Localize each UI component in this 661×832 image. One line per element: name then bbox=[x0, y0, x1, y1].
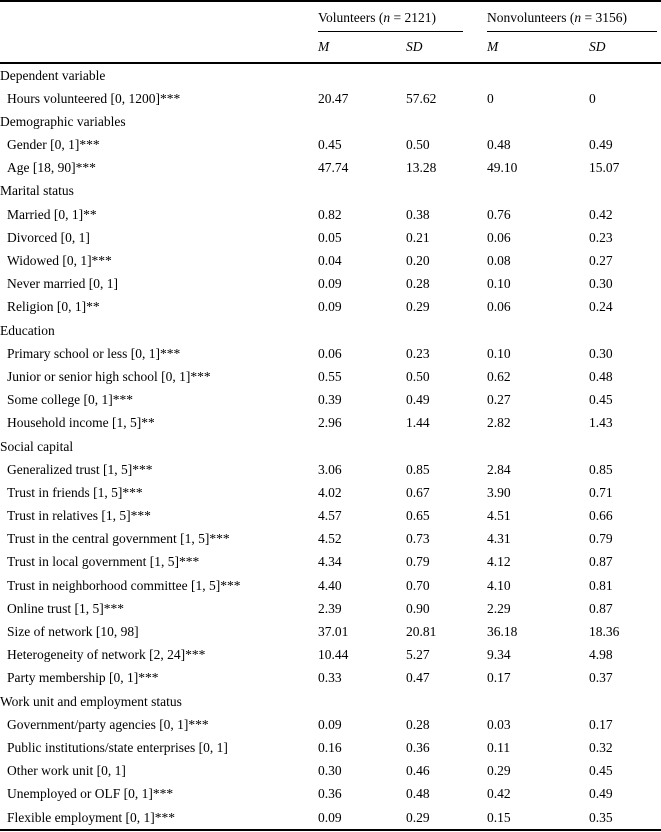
cell-nonvolunteers-m: 0.15 bbox=[487, 809, 511, 825]
cell-volunteers-m: 4.52 bbox=[318, 531, 342, 547]
cell-volunteers-sd: 0.70 bbox=[406, 577, 430, 593]
cell-nonvolunteers-m: 0.29 bbox=[487, 763, 511, 779]
row-label: Household income [1, 5]** bbox=[7, 415, 155, 431]
cell-nonvolunteers-m: 2.29 bbox=[487, 600, 511, 616]
row-label: Never married [0, 1] bbox=[7, 276, 118, 292]
cell-nonvolunteers-sd: 0.66 bbox=[589, 508, 613, 524]
col-header-nonvolunteers-sd: SD bbox=[589, 39, 606, 54]
cell-volunteers-sd: 0.29 bbox=[406, 809, 430, 825]
cell-volunteers-sd: 0.79 bbox=[406, 554, 430, 570]
cell-volunteers-sd: 0.29 bbox=[406, 299, 430, 315]
cell-nonvolunteers-sd: 0.23 bbox=[589, 229, 613, 245]
group-nonvolunteers-label bbox=[487, 10, 657, 32]
row-label: Demographic variables bbox=[0, 113, 126, 129]
cell-volunteers-sd: 1.44 bbox=[406, 415, 430, 431]
row-label: Heterogeneity of network [2, 24]*** bbox=[7, 647, 206, 663]
cell-nonvolunteers-sd: 0.71 bbox=[589, 484, 613, 500]
section-row bbox=[0, 64, 661, 87]
cell-volunteers-sd bbox=[398, 319, 483, 342]
cell-nonvolunteers-sd: 0.24 bbox=[589, 299, 613, 315]
row-label: Trust in friends [1, 5]*** bbox=[7, 484, 143, 500]
section-row bbox=[0, 435, 661, 458]
cell-volunteers-m bbox=[314, 64, 398, 87]
col-header-volunteers-m: M bbox=[318, 39, 330, 54]
cell-nonvolunteers-sd: 0.30 bbox=[589, 345, 613, 361]
cell-nonvolunteers-m: 4.51 bbox=[487, 508, 511, 524]
group-label-text: Volunteers ( bbox=[318, 10, 384, 25]
cell-volunteers-sd: 0.73 bbox=[406, 531, 430, 547]
cell-volunteers-m: 10.44 bbox=[318, 647, 349, 663]
cell-volunteers-sd: 0.65 bbox=[406, 508, 430, 524]
cell-nonvolunteers-sd: 0.87 bbox=[589, 554, 613, 570]
data-row bbox=[0, 759, 661, 782]
data-row bbox=[0, 620, 661, 643]
cell-volunteers-m: 0.45 bbox=[318, 137, 342, 153]
row-label: Social capital bbox=[0, 438, 74, 454]
group-header-row bbox=[0, 2, 661, 32]
section-row bbox=[0, 690, 661, 713]
cell-nonvolunteers-m: 0.48 bbox=[487, 137, 511, 153]
cell-volunteers-m: 0.33 bbox=[318, 670, 342, 686]
cell-nonvolunteers-sd: 15.07 bbox=[589, 160, 620, 176]
cell-volunteers-sd: 0.20 bbox=[406, 253, 430, 268]
row-label: Trust in the central government [1, 5]*** bbox=[7, 531, 230, 547]
cell-volunteers-m: 4.02 bbox=[318, 484, 342, 500]
group-volunteers bbox=[314, 10, 483, 32]
cell-nonvolunteers-m: 36.18 bbox=[487, 624, 518, 639]
row-label: Education bbox=[0, 322, 55, 338]
cell-volunteers-m: 0.55 bbox=[318, 368, 342, 384]
cell-nonvolunteers-sd: 0.45 bbox=[589, 392, 613, 408]
data-row bbox=[0, 574, 661, 597]
column-header-row bbox=[0, 32, 661, 62]
cell-volunteers-sd: 0.48 bbox=[406, 786, 430, 802]
cell-volunteers-sd: 0.50 bbox=[406, 368, 430, 384]
data-row bbox=[0, 249, 661, 272]
cell-nonvolunteers-m bbox=[483, 179, 582, 202]
data-row bbox=[0, 481, 661, 504]
row-label: Married [0, 1]** bbox=[7, 206, 97, 222]
data-row bbox=[0, 666, 661, 689]
row-label: Junior or senior high school [0, 1]*** bbox=[7, 368, 211, 384]
cell-volunteers-sd bbox=[398, 110, 483, 133]
cell-nonvolunteers-m: 4.31 bbox=[487, 531, 511, 547]
cell-volunteers-m: 0.82 bbox=[318, 206, 342, 222]
cell-volunteers-m bbox=[314, 319, 398, 342]
cell-volunteers-m: 0.30 bbox=[318, 763, 342, 779]
row-label: Age [18, 90]*** bbox=[7, 160, 96, 176]
row-label: Trust in local government [1, 5]*** bbox=[7, 554, 200, 570]
cell-volunteers-sd: 0.50 bbox=[406, 137, 430, 153]
cell-volunteers-m: 0.09 bbox=[318, 276, 342, 292]
row-label: Unemployed or OLF [0, 1]*** bbox=[7, 786, 174, 802]
cell-volunteers-m: 20.47 bbox=[318, 90, 349, 106]
bottom-rule bbox=[0, 829, 661, 831]
cell-volunteers-sd: 0.38 bbox=[406, 206, 430, 222]
cell-volunteers-sd: 0.47 bbox=[406, 670, 430, 686]
cell-nonvolunteers-m: 0 bbox=[487, 90, 494, 106]
cell-nonvolunteers-m: 0.03 bbox=[487, 716, 511, 732]
cell-nonvolunteers-m: 49.10 bbox=[487, 160, 518, 176]
cell-nonvolunteers-m: 0.06 bbox=[487, 229, 511, 245]
data-row bbox=[0, 736, 661, 759]
group-nonvolunteers bbox=[483, 10, 661, 32]
table-body bbox=[0, 64, 661, 829]
cell-volunteers-m: 37.01 bbox=[318, 624, 349, 639]
section-row bbox=[0, 319, 661, 342]
cell-nonvolunteers-sd bbox=[582, 179, 661, 202]
row-label: Widowed [0, 1]*** bbox=[7, 253, 112, 268]
n-symbol: n bbox=[383, 10, 391, 25]
group-label-text: = 3156) bbox=[581, 10, 627, 25]
cell-volunteers-m: 0.09 bbox=[318, 809, 342, 825]
col-header-volunteers-sd: SD bbox=[406, 39, 423, 54]
row-label: Divorced [0, 1] bbox=[7, 229, 90, 245]
cell-nonvolunteers-sd bbox=[582, 690, 661, 713]
cell-volunteers-m: 0.04 bbox=[318, 253, 342, 268]
row-label: Government/party agencies [0, 1]*** bbox=[7, 716, 209, 732]
cell-volunteers-m: 0.16 bbox=[318, 739, 342, 755]
cell-volunteers-m: 4.57 bbox=[318, 508, 342, 524]
cell-nonvolunteers-sd: 0.79 bbox=[589, 531, 613, 547]
cell-nonvolunteers-sd: 0.30 bbox=[589, 276, 613, 292]
cell-volunteers-sd bbox=[398, 64, 483, 87]
group-label-text: = 2121) bbox=[390, 10, 436, 25]
cell-volunteers-sd: 0.23 bbox=[406, 345, 430, 361]
data-row bbox=[0, 806, 661, 829]
cell-nonvolunteers-m: 0.11 bbox=[487, 739, 511, 755]
cell-nonvolunteers-m: 0.27 bbox=[487, 392, 511, 408]
cell-nonvolunteers-m bbox=[483, 690, 582, 713]
cell-volunteers-m bbox=[314, 690, 398, 713]
data-row bbox=[0, 504, 661, 527]
cell-nonvolunteers-m: 0.17 bbox=[487, 670, 511, 686]
cell-nonvolunteers-m: 2.82 bbox=[487, 415, 511, 431]
data-row bbox=[0, 550, 661, 573]
cell-nonvolunteers-sd: 0.48 bbox=[589, 368, 613, 384]
row-label: Religion [0, 1]** bbox=[7, 299, 100, 315]
data-row bbox=[0, 133, 661, 156]
cell-nonvolunteers-sd bbox=[582, 110, 661, 133]
cell-volunteers-sd bbox=[398, 435, 483, 458]
cell-nonvolunteers-sd: 0.37 bbox=[589, 670, 613, 686]
cell-volunteers-m: 0.06 bbox=[318, 345, 342, 361]
cell-nonvolunteers-sd: 0.49 bbox=[589, 786, 613, 802]
section-row bbox=[0, 179, 661, 202]
cell-nonvolunteers-sd: 0.85 bbox=[589, 461, 613, 477]
cell-volunteers-m bbox=[314, 110, 398, 133]
cell-nonvolunteers-m: 0.10 bbox=[487, 345, 511, 361]
data-row bbox=[0, 342, 661, 365]
cell-nonvolunteers-sd: 18.36 bbox=[589, 624, 620, 639]
cell-nonvolunteers-sd: 0.81 bbox=[589, 577, 613, 593]
row-label: Trust in relatives [1, 5]*** bbox=[7, 508, 151, 524]
data-row bbox=[0, 411, 661, 434]
cell-nonvolunteers-m: 4.10 bbox=[487, 577, 511, 593]
data-row bbox=[0, 203, 661, 226]
data-row bbox=[0, 782, 661, 805]
cell-nonvolunteers-sd: 0.17 bbox=[589, 716, 613, 732]
cell-volunteers-m: 4.40 bbox=[318, 577, 342, 593]
cell-nonvolunteers-sd bbox=[582, 319, 661, 342]
data-row bbox=[0, 713, 661, 736]
cell-volunteers-sd: 0.21 bbox=[406, 229, 430, 245]
cell-volunteers-sd bbox=[398, 690, 483, 713]
cell-nonvolunteers-m: 0.10 bbox=[487, 276, 511, 292]
cell-nonvolunteers-m bbox=[483, 110, 582, 133]
row-label: Party membership [0, 1]*** bbox=[7, 670, 159, 686]
cell-volunteers-sd: 13.28 bbox=[406, 160, 437, 176]
cell-nonvolunteers-m: 4.12 bbox=[487, 554, 511, 570]
cell-volunteers-sd: 0.28 bbox=[406, 716, 430, 732]
cell-nonvolunteers-m: 2.84 bbox=[487, 461, 511, 477]
data-row bbox=[0, 643, 661, 666]
cell-volunteers-m: 0.09 bbox=[318, 299, 342, 315]
data-row bbox=[0, 272, 661, 295]
row-label: Generalized trust [1, 5]*** bbox=[7, 461, 153, 477]
cell-volunteers-sd: 0.49 bbox=[406, 392, 430, 408]
cell-volunteers-sd: 5.27 bbox=[406, 647, 430, 663]
data-row bbox=[0, 156, 661, 179]
cell-volunteers-sd: 0.28 bbox=[406, 276, 430, 292]
row-label: Public institutions/state enterprises [0, 1] bbox=[7, 739, 228, 755]
row-label: Marital status bbox=[0, 183, 74, 199]
cell-nonvolunteers-sd: 0.32 bbox=[589, 739, 613, 755]
group-volunteers-label bbox=[318, 10, 463, 32]
cell-nonvolunteers-sd: 0 bbox=[589, 90, 596, 106]
cell-volunteers-sd: 0.85 bbox=[406, 461, 430, 477]
cell-nonvolunteers-m: 0.42 bbox=[487, 786, 511, 802]
row-label: Primary school or less [0, 1]*** bbox=[7, 345, 181, 361]
cell-nonvolunteers-m bbox=[483, 319, 582, 342]
cell-volunteers-sd: 0.36 bbox=[406, 739, 430, 755]
cell-volunteers-sd bbox=[398, 179, 483, 202]
cell-volunteers-sd: 57.62 bbox=[406, 90, 437, 106]
cell-volunteers-m: 4.34 bbox=[318, 554, 342, 570]
cell-nonvolunteers-m bbox=[483, 435, 582, 458]
data-row bbox=[0, 295, 661, 318]
row-label: Online trust [1, 5]*** bbox=[7, 600, 124, 616]
cell-nonvolunteers-sd: 0.45 bbox=[589, 763, 613, 779]
row-label: Flexible employment [0, 1]*** bbox=[7, 809, 175, 825]
col-header-nonvolunteers-m: M bbox=[487, 39, 499, 54]
row-label: Some college [0, 1]*** bbox=[7, 392, 133, 408]
cell-volunteers-m: 2.96 bbox=[318, 415, 342, 431]
cell-nonvolunteers-sd bbox=[582, 64, 661, 87]
data-row bbox=[0, 226, 661, 249]
row-label: Size of network [10, 98] bbox=[7, 624, 139, 639]
n-symbol: n bbox=[574, 10, 582, 25]
cell-volunteers-m: 0.05 bbox=[318, 229, 342, 245]
cell-volunteers-sd: 0.67 bbox=[406, 484, 430, 500]
cell-volunteers-m: 0.09 bbox=[318, 716, 342, 732]
cell-nonvolunteers-sd: 0.35 bbox=[589, 809, 613, 825]
row-label: Dependent variable bbox=[0, 67, 106, 83]
data-row bbox=[0, 597, 661, 620]
row-label: Trust in neighborhood committee [1, 5]*** bbox=[7, 577, 241, 593]
cell-nonvolunteers-sd: 1.43 bbox=[589, 415, 613, 431]
cell-nonvolunteers-m: 0.62 bbox=[487, 368, 511, 384]
cell-volunteers-sd: 0.90 bbox=[406, 600, 430, 616]
data-row bbox=[0, 458, 661, 481]
cell-volunteers-m: 47.74 bbox=[318, 160, 349, 176]
data-row bbox=[0, 388, 661, 411]
row-label: Hours volunteered [0, 1200]*** bbox=[7, 90, 181, 106]
cell-nonvolunteers-sd: 4.98 bbox=[589, 647, 613, 663]
row-label: Work unit and employment status bbox=[0, 693, 182, 709]
cell-volunteers-sd: 20.81 bbox=[406, 624, 437, 639]
cell-nonvolunteers-m: 0.08 bbox=[487, 253, 511, 268]
cell-volunteers-m: 3.06 bbox=[318, 461, 342, 477]
cell-nonvolunteers-m: 3.90 bbox=[487, 484, 511, 500]
group-label-text: Nonvolunteers ( bbox=[487, 10, 575, 25]
cell-nonvolunteers-sd: 0.49 bbox=[589, 137, 613, 153]
data-row bbox=[0, 527, 661, 550]
cell-nonvolunteers-sd: 0.27 bbox=[589, 253, 613, 268]
section-row bbox=[0, 110, 661, 133]
data-row bbox=[0, 365, 661, 388]
data-row bbox=[0, 87, 661, 110]
cell-volunteers-m: 0.39 bbox=[318, 392, 342, 408]
cell-volunteers-m: 0.36 bbox=[318, 786, 342, 802]
cell-volunteers-m bbox=[314, 179, 398, 202]
row-label: Other work unit [0, 1] bbox=[7, 763, 126, 779]
cell-nonvolunteers-sd bbox=[582, 435, 661, 458]
cell-volunteers-sd: 0.46 bbox=[406, 763, 430, 779]
cell-volunteers-m bbox=[314, 435, 398, 458]
cell-nonvolunteers-m: 9.34 bbox=[487, 647, 511, 663]
cell-nonvolunteers-m: 0.76 bbox=[487, 206, 511, 222]
cell-nonvolunteers-m bbox=[483, 64, 582, 87]
cell-nonvolunteers-m: 0.06 bbox=[487, 299, 511, 315]
cell-volunteers-m: 2.39 bbox=[318, 600, 342, 616]
cell-nonvolunteers-sd: 0.42 bbox=[589, 206, 613, 222]
row-label: Gender [0, 1]*** bbox=[7, 137, 100, 153]
cell-nonvolunteers-sd: 0.87 bbox=[589, 600, 613, 616]
